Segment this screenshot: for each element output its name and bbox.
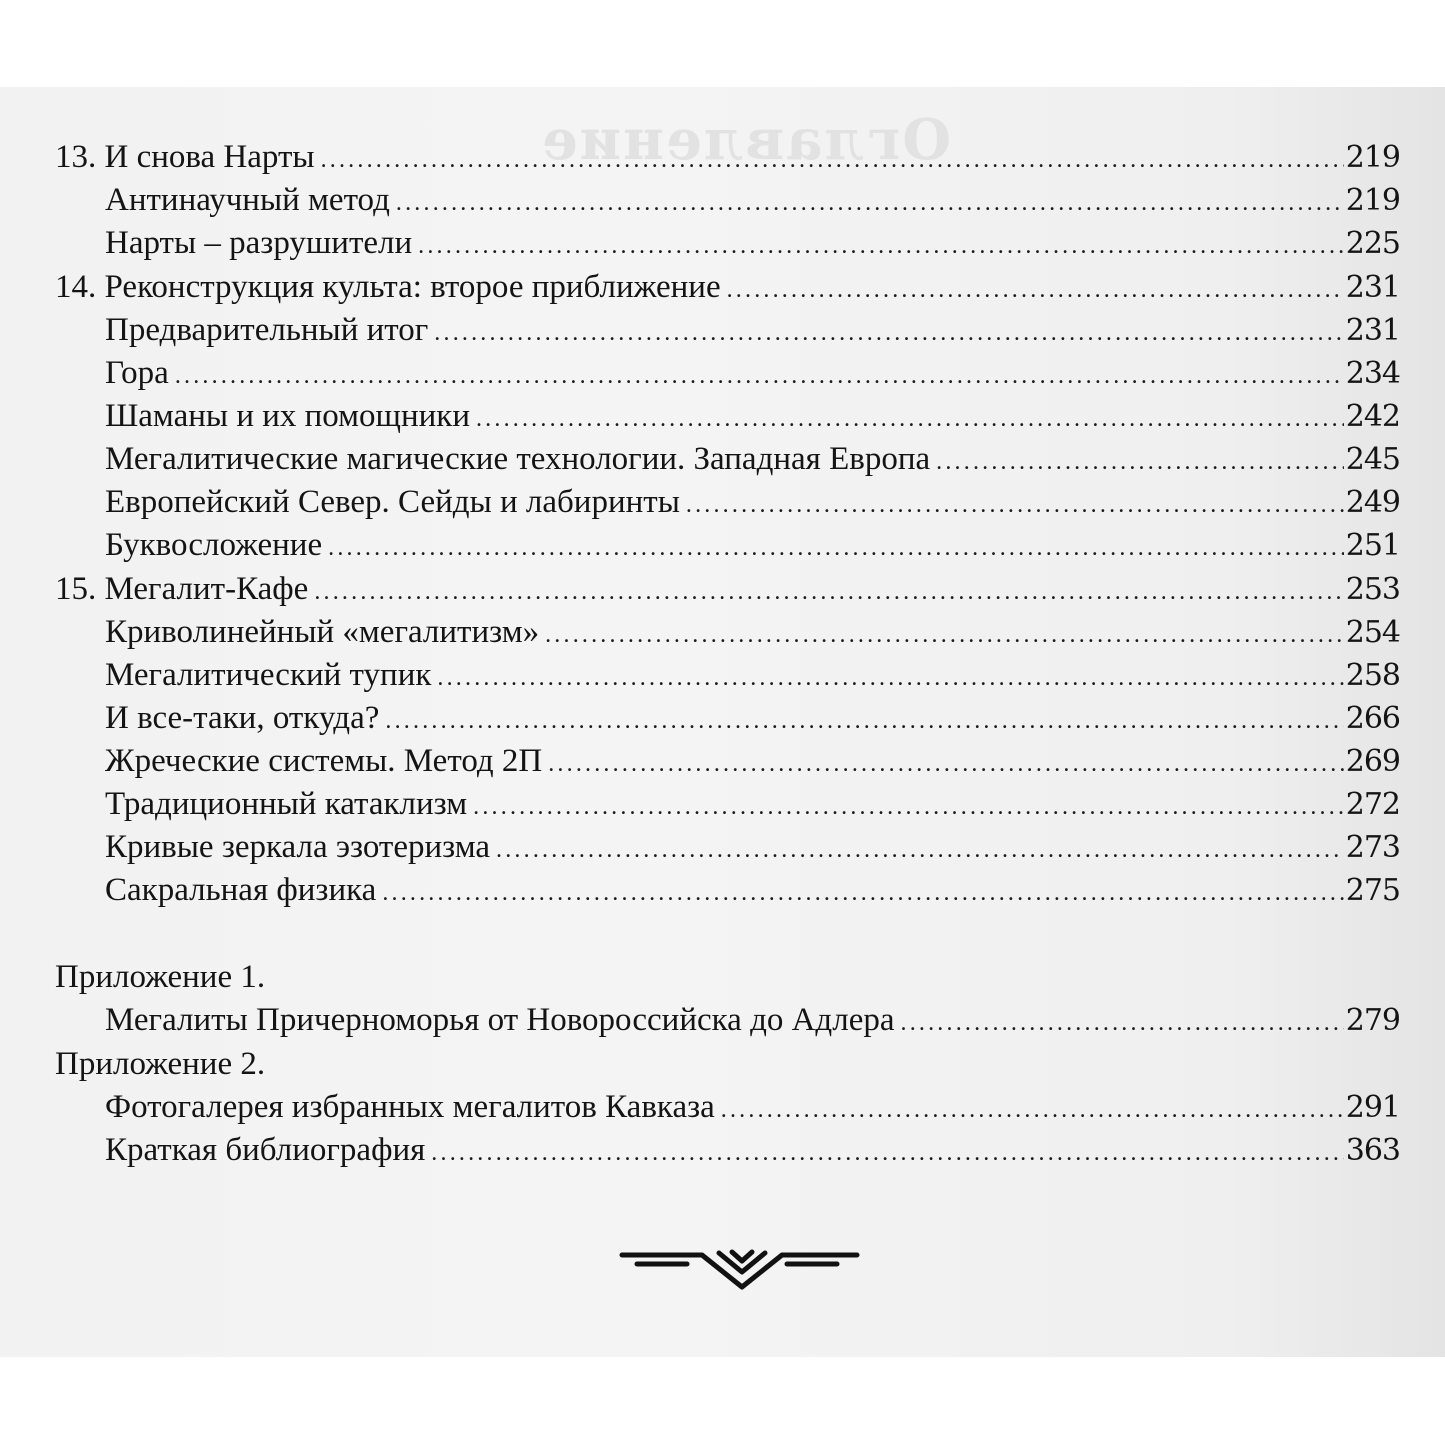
toc-entry-section[interactable] <box>105 870 1400 910</box>
dot-leader <box>721 1090 1344 1130</box>
bleed-through-heading: Оглавление <box>540 107 952 173</box>
toc-entry-title: Шаманы и их помощники <box>105 398 470 434</box>
dot-leader <box>328 528 1344 568</box>
toc-entry-title: Мегалиты Причерноморья от Новороссийска до Адлера <box>105 1002 895 1038</box>
toc-entry-page: 279 <box>1345 1003 1400 1038</box>
toc-entry-page: 254 <box>1345 615 1400 650</box>
toc-entry-page: 231 <box>1345 270 1400 305</box>
toc-entry-title: Фотогалерея избранных мегалитов Кавказа <box>105 1089 715 1125</box>
toc-entry-title: Приложение 1. <box>55 959 266 995</box>
toc-entry-section[interactable] <box>105 698 1400 738</box>
toc-entry-section[interactable] <box>105 482 1400 522</box>
toc-entry-title: Мегалитический тупик <box>105 657 432 693</box>
toc-entry-page: 291 <box>1345 1090 1400 1125</box>
toc-entry-page: 219 <box>1345 140 1400 175</box>
dot-leader <box>431 1133 1343 1173</box>
toc-entry-title: Традиционный катаклизм <box>105 786 468 822</box>
toc-entry-title: Мегалитические магические технологии. Западная Европа <box>105 441 931 477</box>
dot-leader <box>314 572 1343 612</box>
toc-appendix-heading <box>55 957 1400 997</box>
toc-entry-section[interactable] <box>105 310 1400 350</box>
toc-entry-page: 245 <box>1345 442 1400 477</box>
toc-entry-title: Жреческие системы. Метод 2П <box>105 743 543 779</box>
toc-entry-title: Приложение 2. <box>55 1046 266 1082</box>
dot-leader <box>382 873 1343 913</box>
toc-appendix-heading <box>55 1044 1400 1084</box>
toc-entry-section[interactable] <box>105 396 1400 436</box>
toc-entry-title: Гора <box>105 355 169 391</box>
dot-leader <box>437 658 1343 698</box>
toc-entry-section[interactable] <box>105 525 1400 565</box>
toc-entry-section[interactable] <box>105 353 1400 393</box>
book-page <box>0 87 1445 1357</box>
dot-leader <box>686 485 1344 525</box>
toc-entry-page: 269 <box>1345 744 1400 779</box>
toc-entry-page: 251 <box>1345 528 1400 563</box>
winged-chevron-ornament-icon <box>612 1235 862 1300</box>
toc-entry-page: 234 <box>1345 356 1400 391</box>
toc-entry-page: 219 <box>1345 183 1400 218</box>
dot-leader <box>175 356 1344 396</box>
toc-entry-section[interactable] <box>105 180 1400 220</box>
toc-entry-title: Краткая библиография <box>105 1132 426 1168</box>
toc-entry-title: Буквосложение <box>105 527 323 563</box>
toc-entry-section[interactable] <box>105 1130 1400 1170</box>
dot-leader <box>321 140 1344 180</box>
dot-leader <box>548 744 1344 784</box>
toc-entry-title: 15. Мегалит-Кафе <box>55 571 309 607</box>
toc-entry-title: Кривые зеркала эзотеризма <box>105 829 491 865</box>
toc-entry-page: 266 <box>1345 701 1400 736</box>
dot-leader <box>473 787 1344 827</box>
toc-entry-title: И все-таки, откуда? <box>105 700 380 736</box>
dot-leader <box>901 1003 1344 1043</box>
toc-entry-page: 258 <box>1345 658 1400 693</box>
toc-entry-title: 13. И снова Нарты <box>55 139 315 175</box>
toc-entry-title: Антинаучный метод <box>105 182 390 218</box>
toc-entry-page: 225 <box>1345 226 1400 261</box>
dot-leader <box>545 615 1344 655</box>
toc-entry-section[interactable] <box>105 1000 1400 1040</box>
toc-entry-title: Предварительный итог <box>105 312 429 348</box>
toc-entry-title: 14. Реконструкция культа: второе приближение <box>55 269 721 305</box>
toc-entry-section[interactable] <box>105 1087 1400 1127</box>
toc-entry-title: Нарты – разрушители <box>105 225 413 261</box>
toc-entry-page: 273 <box>1345 830 1400 865</box>
dot-leader <box>476 399 1344 439</box>
toc-entry-page: 275 <box>1345 873 1400 908</box>
toc-entry-section[interactable] <box>105 827 1400 867</box>
toc-entry-section[interactable] <box>105 223 1400 263</box>
toc-entry-page: 242 <box>1345 399 1400 434</box>
dot-leader <box>385 701 1343 741</box>
toc-entry-section[interactable] <box>105 655 1400 695</box>
toc-entry-section[interactable] <box>105 439 1400 479</box>
toc-entry-title: Сакральная физика <box>105 872 377 908</box>
toc-entry-page: 363 <box>1345 1133 1400 1168</box>
toc-entry-chapter[interactable] <box>55 267 1400 307</box>
toc-entry-title: Криволинейный «мегалитизм» <box>105 614 540 650</box>
toc-entry-section[interactable] <box>105 784 1400 824</box>
toc-entry-chapter[interactable] <box>55 137 1400 177</box>
dot-leader <box>396 183 1344 223</box>
dot-leader <box>936 442 1344 482</box>
toc-entry-page: 249 <box>1345 485 1400 520</box>
dot-leader <box>418 226 1344 266</box>
dot-leader <box>434 313 1343 353</box>
toc-entry-page: 231 <box>1345 313 1400 348</box>
toc-entry-page: 272 <box>1345 787 1400 822</box>
toc-entry-title: Европейский Север. Сейды и лабиринты <box>105 484 680 520</box>
dot-leader <box>727 270 1344 310</box>
toc-entry-chapter[interactable] <box>55 569 1400 609</box>
toc-entry-page: 253 <box>1345 572 1400 607</box>
dot-leader <box>496 830 1344 870</box>
toc-entry-section[interactable] <box>105 612 1400 652</box>
toc-entry-section[interactable] <box>105 741 1400 781</box>
